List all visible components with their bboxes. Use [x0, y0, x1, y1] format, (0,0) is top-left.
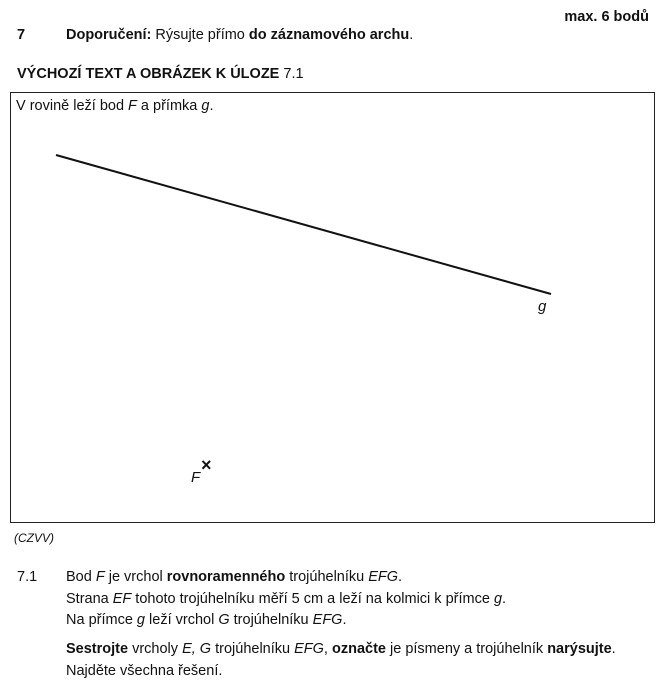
question-line-3 [66, 612, 347, 628]
q2-text-a: Strana [66, 591, 113, 607]
figure-intro-end: . [209, 98, 214, 114]
q4-text-b: trojúhelníku [211, 641, 295, 657]
recommendation-label: Doporučení: [66, 27, 152, 43]
section-heading [17, 66, 304, 82]
figure-intro-text-2: a přímka [136, 98, 202, 114]
figure-source: (CZVV) [14, 531, 54, 545]
point-f-label: F [191, 469, 201, 486]
q4-bold-draw: narýsujte [547, 641, 612, 657]
q3-line-g: g [136, 612, 145, 628]
question-line-2 [66, 591, 506, 607]
q1-text-c: trojúhelníku [285, 569, 369, 585]
recommendation-bold: do záznamového archu [248, 27, 410, 43]
geometry-figure [10, 92, 655, 523]
q2-text-b: tohoto trojúhelníku měří 5 cm a leží na kolmici k přímce [131, 591, 494, 607]
q3-triangle: EFG [312, 612, 343, 628]
figure-intro-point: F [128, 98, 137, 114]
q3-text-b: leží vrchol [145, 612, 219, 628]
question-line-4 [66, 641, 616, 657]
task-recommendation [66, 27, 413, 43]
figure-intro-line: g [201, 98, 210, 114]
figure-intro-text: V rovině leží bod [16, 98, 129, 114]
q3-end: . [342, 612, 347, 628]
question-line-5: Najděte všechna řešení. [66, 663, 223, 679]
q4-bold-construct: Sestrojte [66, 641, 129, 657]
q1-text-a: Bod [66, 569, 96, 585]
q4-comma: , [323, 641, 332, 657]
recommendation-end: . [409, 27, 414, 43]
point-f-marker: × [201, 455, 212, 475]
section-heading-number: 7.1 [279, 66, 304, 82]
q1-end: . [398, 569, 403, 585]
max-points: max. 6 bodů [564, 9, 649, 25]
q1-point-f: F [95, 569, 105, 585]
q2-side-ef: EF [112, 591, 132, 607]
q3-vertex-g: G [218, 612, 230, 628]
q2-end: . [502, 591, 507, 607]
q4-text-a: vrcholy [128, 641, 183, 657]
q4-triangle: EFG [294, 641, 324, 657]
q4-vertices: E, G [182, 641, 212, 657]
question-line-1 [66, 569, 402, 585]
q3-text-a: Na přímce [66, 612, 137, 628]
q4-bold-label: označte [331, 641, 386, 657]
line-g [56, 155, 551, 294]
recommendation-text: Rýsujte přímo [151, 27, 249, 43]
task-number: 7 [17, 27, 26, 43]
q4-text-d: je písmeny a trojúhelník [385, 641, 548, 657]
q1-text-b: je vrchol [104, 569, 167, 585]
line-g-label: g [538, 298, 547, 315]
q4-end: . [611, 641, 616, 657]
q2-line-g: g [493, 591, 503, 607]
section-heading-bold: VÝCHOZÍ TEXT A OBRÁZEK K ÚLOZE [17, 66, 280, 82]
q3-text-c: trojúhelníku [229, 612, 313, 628]
q1-bold: rovnoramenného [166, 569, 286, 585]
question-number: 7.1 [17, 569, 38, 585]
q1-triangle: EFG [368, 569, 399, 585]
